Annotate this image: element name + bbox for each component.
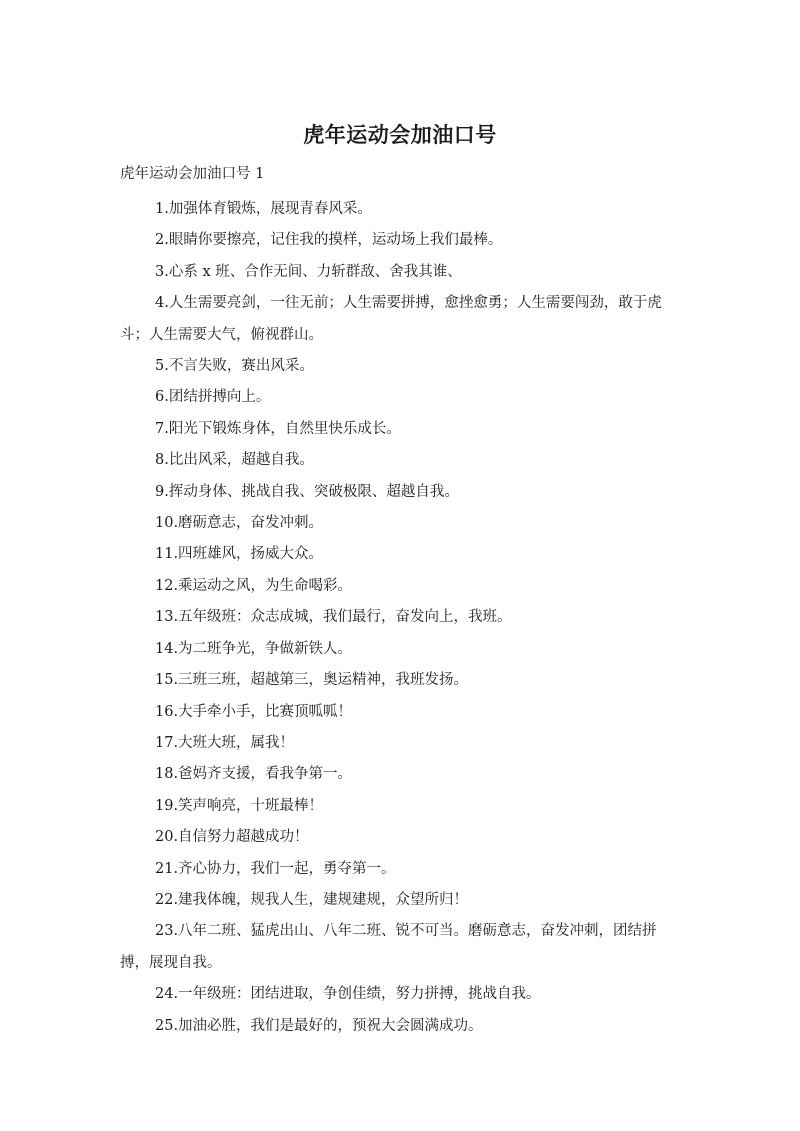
slogan-list (120, 194, 682, 1042)
slogan-item: 4.人生需要亮剑，一往无前；人生需要拼搏，愈挫愈勇；人生需要闯劲，敢于虎斗；人生需要大气，俯视群山。 (120, 295, 662, 343)
slogan-item: 20.自信努力超越成功！ (155, 829, 309, 846)
slogan-item: 22.建我体魄，规我人生，建规建规，众望所归！ (155, 891, 469, 908)
slogan-item: 6.团结拼搏向上。 (155, 389, 271, 406)
slogan-item: 19.笑声响亮，十班最棒！ (155, 797, 324, 814)
slogan-item: 25.加油必胜，我们是最好的，预祝大会圆满成功。 (155, 1017, 483, 1034)
slogan-item: 7.阳光下锻炼身体，自然里快乐成长。 (155, 420, 401, 437)
slogan-item: 1.加强体育锻炼，展现青春风采。 (155, 201, 372, 217)
slogan-item: 24.一年级班：团结进取，争创佳绩，努力拼搏，挑战自我。 (155, 986, 541, 1003)
slogan-item: 13.五年级班：众志成城，我们最行，奋发向上，我班。 (155, 609, 512, 626)
slogan-item: 15.三班三班，超越第三，奥运精神，我班发扬。 (155, 672, 469, 689)
slogan-item: 8.比出风采，超越自我。 (155, 452, 314, 469)
slogan-item: 9.挥动身体、挑战自我、突破极限、超越自我。 (155, 483, 459, 500)
document-title: 虎年运动会加油口号 (303, 123, 497, 147)
slogan-item: 17.大班大班，属我！ (155, 734, 295, 751)
document-subtitle: 虎年运动会加油口号 1 (120, 166, 265, 182)
slogan-item: 5.不言失败，赛出风采。 (155, 358, 314, 375)
slogan-item: 16.大手牵小手，比赛顶呱呱！ (155, 703, 353, 720)
slogan-item: 2.眼睛你要擦亮，记住我的摸样，运动场上我们最棒。 (155, 232, 503, 249)
slogan-item: 21.齐心协力，我们一起，勇夺第一。 (155, 860, 396, 877)
slogan-item: 18.爸妈齐支援，看我争第一。 (155, 766, 353, 783)
slogan-item: 12.乘运动之风，为生命喝彩。 (155, 577, 353, 594)
slogan-item: 10.磨砺意志，奋发冲刺。 (155, 515, 324, 532)
slogan-item: 3.心系 x 班、合作无间、力斩群敌、舍我其谁、 (155, 263, 462, 280)
slogan-item: 23.八年二班、猛虎出山、八年二班、锐不可当。磨砺意志，奋发冲刺，团结拼搏，展现自我。 (120, 923, 657, 971)
slogan-item: 14.为二班争光，争做新铁人。 (155, 640, 353, 657)
slogan-item: 11.四班雄风，扬威大众。 (155, 546, 324, 563)
